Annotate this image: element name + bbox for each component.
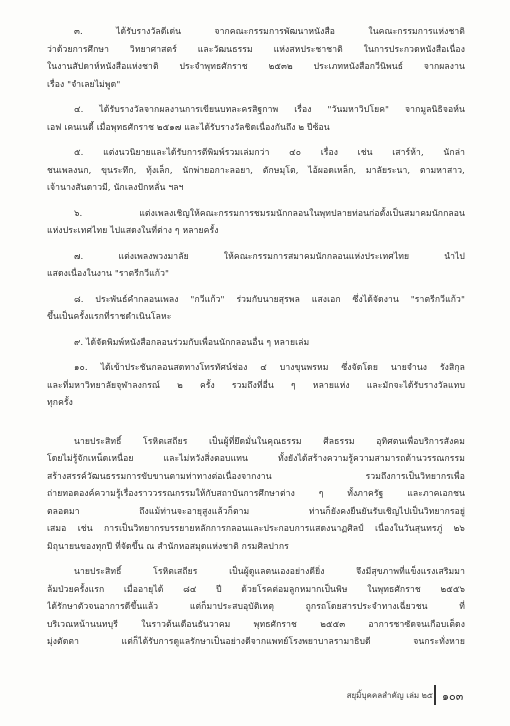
- health-line-3: ได้รักษาตัวจนอาการดีขึ้นแล้ว แต่ก็มาประสบอุบัติเหตุ ถูกรถโดยสารประจำทางเฉี่ยวชน ที่: [47, 602, 465, 612]
- character-paragraph: [47, 434, 465, 557]
- character-line-7: มิถุนายนของทุกปี ที่จัดขึ้น ณ สำนักหอสมุดแห่งชาติ กรมศิลปากร: [47, 541, 289, 552]
- achievement-5-line-1: ๕. แต่งนวนิยายและได้รับการตีพิมพ์รวมเล่มกว่า ๔๐ เรื่อง เช่น เสาร์ห้า, นักล่า: [74, 148, 465, 158]
- health-paragraph: [47, 564, 465, 652]
- achievement-9-line-1: ๙. ได้จัดพิมพ์หนังสือกลอนร่วมกับเพื่อนนักกลอนอื่น ๆ หลายเล่ม: [74, 337, 310, 348]
- achievement-4-line-1: ๔. ได้รับรางวัลจากผลงานการเขียนบทละครสิฐกาพ เรื่อง "วันมหาวิปโยค" จากมูลนิธิจอห์น: [74, 105, 465, 115]
- achievement-8-line-2: ขึ้นเป็นครั้งแรกที่ราชดำเนินโลหะ: [47, 312, 172, 322]
- character-line-1: นายประสิทธิ์ โรหิตเสถียร เป็นผู้ที่ยึดมั่นในคุณธรรม ศีลธรรม อุทิศตนเพื่อบริการสังคม: [74, 436, 465, 447]
- character-line-2: โดยไม่รู้จักเหน็ดเหนื่อย และไม่หวังสิ่งตอบแทน ทั้งยังได้สร้างความรู้ความสามารถด้านวรรณกรรม: [47, 454, 465, 464]
- achievement-6-line-2: แห่งประเทศไทย ไปแสดงในที่ต่าง ๆ หลายครั้ง: [47, 226, 219, 236]
- page-body: [47, 24, 465, 652]
- footer-divider: [434, 685, 436, 705]
- health-line-1: นายประสิทธิ์ โรหิตเสถียร เป็นผู้ดูแลตนเองอย่างดียิ่ง จึงมีสุขภาพที่แข็งแรงเสริมมา: [74, 567, 465, 577]
- achievement-6-line-1: ๖. แต่งเพลงเชิญให้คณะกรรมการชมรมนักกลอนในพุทปลายท่อนก่อตั้งเป็นสมาคมนักกลอน: [74, 208, 465, 219]
- achievement-10-line-2: และที่มหาวิทยาลัยจุฬาลงกรณ์ ๒ ครั้ง รวมถึงที่อื่น ๆ หลายแห่ง และมักจะได้รับรางวัลแทบ: [47, 380, 465, 391]
- character-line-3: สร้างสรรค์วัฒนธรรมการขับขานตามท่าทางต่อเนื่องจากงาน รวมถึงการเป็นวิทยากรเพื่อ: [47, 471, 465, 482]
- achievement-3-line-3: ในงานสัปดาห์หนังสือแห่งชาติ ประจำพุทธศักราช ๒๕๓๒ ประเภทหนังสือกวีนิพนธ์ จากผลงาน: [47, 62, 465, 72]
- achievement-7-line-2: แสดงเนื่องในงาน "ราตรีกวีแก้ว": [47, 269, 170, 279]
- health-line-2: ล้มป่วยครั้งแรก เมื่ออายุได้ ๘๔ ปี ด้วยโรคต่อมลูกหมากเป็นพิษ ในพุทธศักราช ๒๕๕๖: [47, 584, 465, 595]
- achievement-3-line-1: ๓. ได้รับรางวัลดีเด่น จากคณะกรรมการพัฒนาหนังสือ ในคณะกรรมการแห่งชาติ: [74, 27, 465, 37]
- health-line-5: มุ่งตัดตา แต่ก็ได้รับการดูแลรักษาเป็นอย่างดีจากแพทย์โรงพยาบาลรามาธิบดี จนกระทั่งหาย: [47, 637, 465, 647]
- achievement-3-line-2: ว่าด้วยการศึกษา วิทยาศาสตร์ และวัฒนธรรม แห่งสหประชาชาติ ในการประกวดหนังสือเนื่อง: [47, 44, 465, 55]
- character-line-5: ตลอดมา ถึงแม้ท่านจะอายุสูงแล้วก็ตาม ท่านก็ยังคงยืนยันรับเชิญไปเป็นวิทยากรอยู่: [47, 506, 465, 517]
- achievement-3-line-4: เรื่อง "จำเลยไม่พูด": [47, 79, 121, 90]
- achievement-4-line-2: เอฟ เคนเนดี้ เมื่อพุทธศักราช ๒๕๑๗ และได้รับรางวัลชิดเนื่องกันถึง ๒ ปีซ้อน: [47, 122, 330, 133]
- achievement-10-line-1: ๑๐. ได้เข้าประชันกลอนสดทางโทรทัศน์ช่อง ๔ บางขุนพรหม ซึ่งจัดโดย นายจำนง รังสิกุล: [74, 363, 465, 373]
- achievement-5-line-2: ชนเพลงนก, ขุนระทึก, ทุ้งเล็ก, นักพ่ายอกาะลอยา, ตักษมุโต, ไอ้ผอดเหล็ก, มาลัยระนา, ตามหาสาว,: [47, 165, 465, 176]
- achievement-8-line-1: ๘. ประพันธ์คำกลอนเพลง "กวีแก้ว" ร่วมกับนายสุรพล แสงเอก ซึ่งได้จัดงาน "ราตรีกวีแก้ว": [74, 294, 465, 305]
- achievement-7-line-1: ๗. แต่งเพลงพวงมาลัย ให้คณะกรรมการสมาคมนักกลอนแห่งประเทศไทย นำไป: [74, 251, 465, 262]
- page-number: ๑๐๓: [442, 690, 464, 703]
- page-footer: [0, 683, 510, 711]
- character-line-4: ถ่ายทอดองค์ความรู้เรื่องราววรรณกรรมให้กับสถาบันการศึกษาต่าง ๆ ทั้งภาครัฐ และภาคเอกชน: [47, 489, 465, 499]
- achievement-5-line-3: เจ้านางสันดาวมี, นักเลงปักหลั่น ฯลฯ: [47, 183, 184, 193]
- character-line-6: เสมอ เช่น การเป็นวิทยากรบรรยายหลักการกลอนและประกอบการแสดงนาฏศิลป์ เนื่องในวันสุนทรภู่ ๒๖: [47, 524, 465, 534]
- book-title: สยุมิ้บุคคลสำคัญ เล่ม ๒๕: [346, 691, 433, 700]
- health-line-4: บริเวณหน้านนทบุรี ในราวต้นเดือนธันวาคม พุทธศักราช ๒๕๕๓ อาการชาซัดจนเกือบเต็ดง: [47, 619, 465, 630]
- achievement-10-line-3: ทุกครั้ง: [47, 398, 73, 408]
- achievement-list: [47, 24, 465, 413]
